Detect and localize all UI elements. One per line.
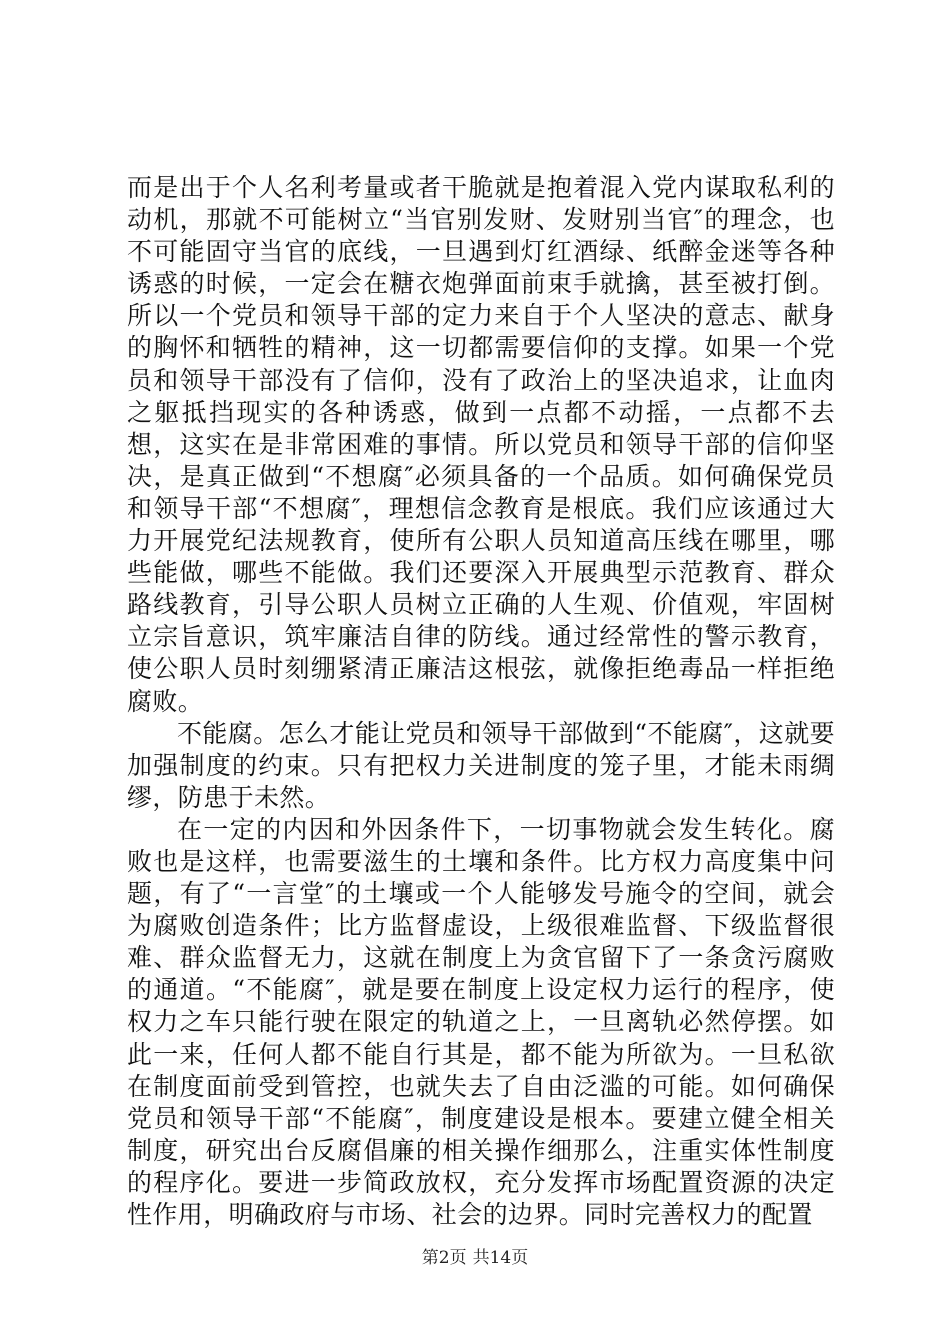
paragraph-cannot-corrupt: 不能腐。怎么才能让党员和领导干部做到“不能腐″，这就要加强制度的约束。只有把权力关进制度的笼子里，才能未雨绸缪，防患于未然。 [127, 718, 835, 812]
page-total: 共14页 [472, 1248, 529, 1268]
document-body [127, 172, 835, 1231]
page-number: 第2页 [421, 1248, 467, 1268]
page-footer [0, 1243, 950, 1268]
paragraph-institutional-building: 在一定的内因和外因条件下，一切事物就会发生转化。腐败也是这样，也需要滋生的土壤和条件。比方权力高度集中问题，有了“一言堂″的土壤或一个人能够发号施令的空间，就会为腐败创造条件；比方监督虚设，上级很难监督、下级监督很难、群众监督无力，这就在制度上为贪官留下了一条贪污腐败的通道。“不能腐″，就是要在制度上设定权力运行的程序，使权力之车只能行驶在限定的轨道之上，一旦离轨必然停摆。如此一来，任何人都不能自行其是，都不能为所欲为。一旦私欲在制度面前受到管控，也就失去了自由泛滥的可能。如何确保党员和领导干部“不能腐″，制度建设是根本。要建立健全相关制度，研究出台反腐倡廉的相关操作细那么，注重实体性制度的程序化。要进一步简政放权，充分发挥市场配置资源的决定性作用，明确政府与市场、社会的边界。同时完善权力的配置 [127, 814, 835, 1229]
paragraph-continuation: 而是出于个人名利考量或者干脆就是抱着混入党内谋取私利的动机，那就不可能树立“当官别发财、发财别当官″的理念，也不可能固守当官的底线，一旦遇到灯红酒绿、纸醉金迷等各种诱惑的时候，一定会在糖衣炮弹面前束手就擒，甚至被打倒。所以一个党员和领导干部的定力来自于个人坚决的意志、献身的胸怀和牺牲的精神，这一切都需要信仰的支撑。如果一个党员和领导干部没有了信仰，没有了政治上的坚决追求，让血肉之躯抵挡现实的各种诱惑，做到一点都不动摇，一点都不去想，这实在是非常困难的事情。所以党员和领导干部的信仰坚决，是真正做到“不想腐″必须具备的一个品质。如何确保党员和领导干部“不想腐″，理想信念教育是根底。我们应该通过大力开展党纪法规教育，使所有公职人员知道高压线在哪里，哪些能做，哪些不能做。我们还要深入开展典型示范教育、群众路线教育，引导公职人员树立正确的人生观、价值观，牢固树立宗旨意识，筑牢廉洁自律的防线。通过经常性的警示教育，使公职人员时刻绷紧清正廉洁这根弦，就像拒绝毒品一样拒绝腐败。 [127, 173, 835, 716]
